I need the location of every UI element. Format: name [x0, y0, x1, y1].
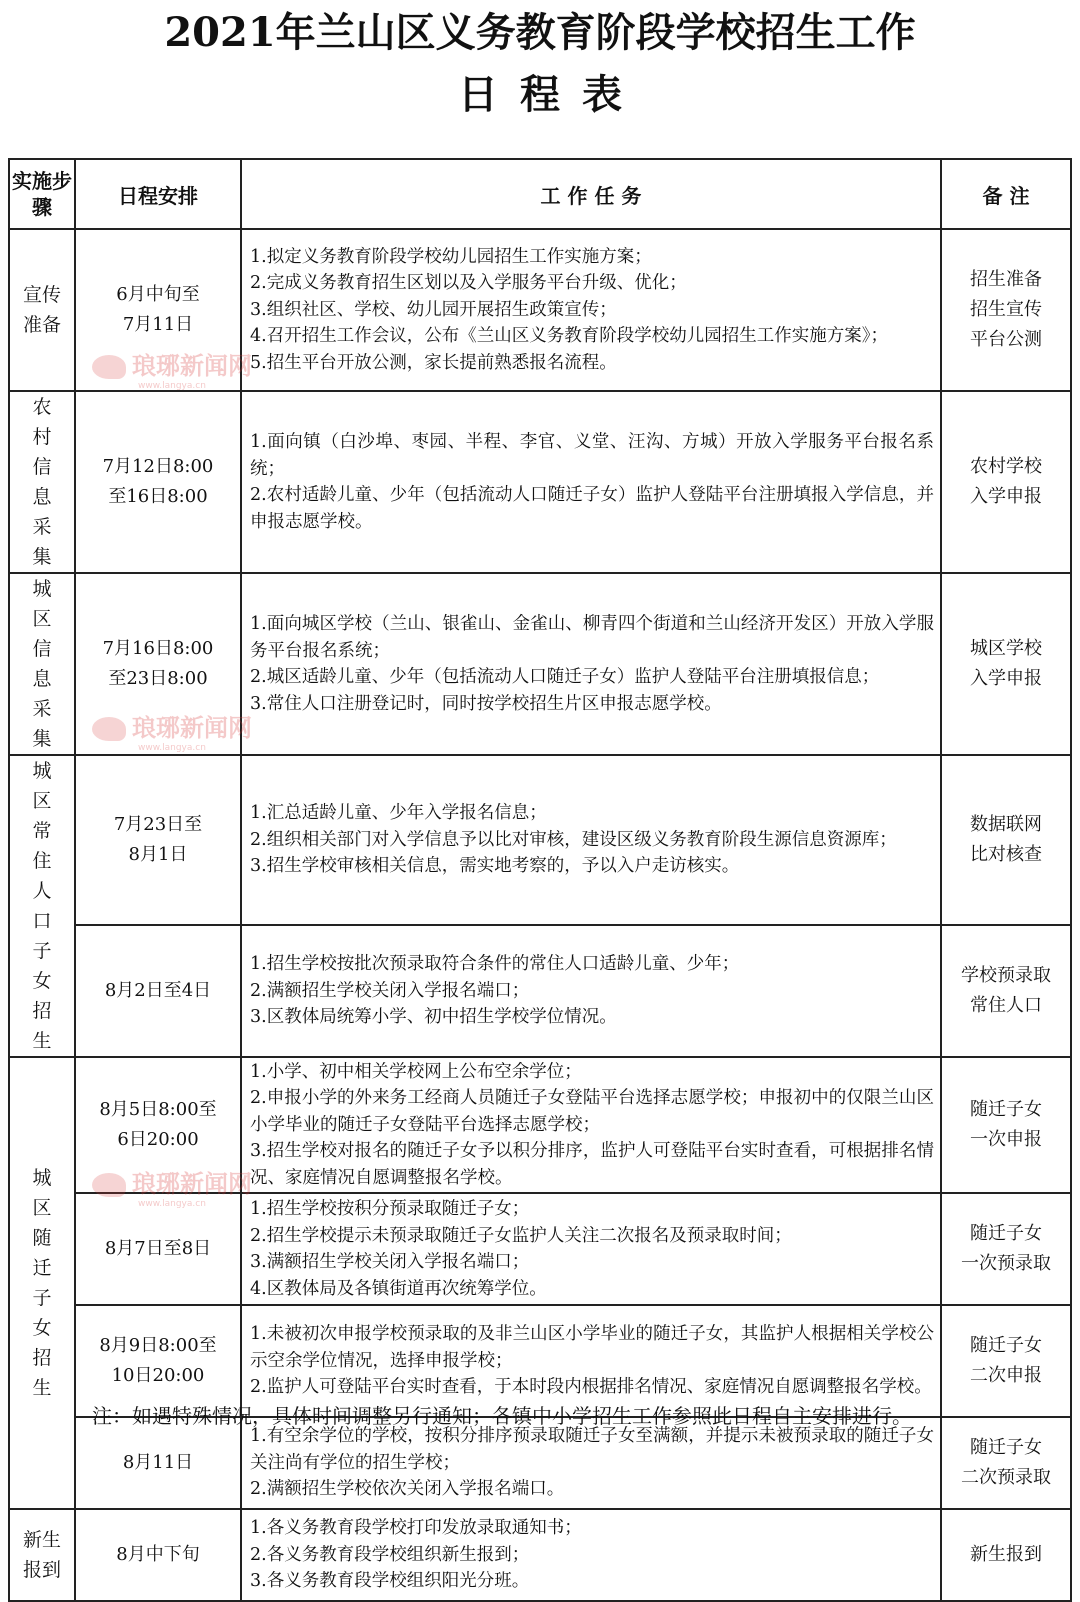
table-header-row — [9, 159, 1071, 229]
stage-label: 农村信息采集 — [32, 396, 52, 568]
table-row — [9, 573, 1071, 755]
date-cell: 8月5日8:00至 6日20:00 — [75, 1057, 241, 1193]
date-cell: 7月16日8:00 至23日8:00 — [75, 573, 241, 755]
stage-label: 城区信息采集 — [32, 578, 52, 750]
task-item: 3.常住人口注册登记时，同时按学校招生片区申报志愿学校。 — [250, 693, 722, 714]
task-cell — [241, 573, 941, 755]
task-cell — [241, 391, 941, 573]
task-item: 3.招生学校对报名的随迁子女予以积分排序，监护人可登陆平台实时查看，可根据排名情况、家庭情况自愿调整报名学校。 — [250, 1141, 934, 1188]
table-row — [9, 925, 1071, 1057]
task-item: 4.区教体局及各镇街道再次统筹学位。 — [250, 1278, 547, 1299]
date-cell: 7月12日8:00 至16日8:00 — [75, 391, 241, 573]
task-cell — [241, 1057, 941, 1193]
task-item: 2.组织相关部门对入学信息予以比对审核，建设区级义务教育阶段生源信息资源库； — [250, 829, 897, 850]
note-cell: 随迁子女 一次申报 — [941, 1057, 1071, 1193]
task-item: 2.监护人可登陆平台实时查看，于本时段内根据排名情况、家庭情况自愿调整报名学校。 — [250, 1377, 932, 1398]
task-cell — [241, 925, 941, 1057]
schedule-table — [8, 158, 1072, 1602]
stage-cell — [9, 755, 75, 1057]
table-row — [9, 391, 1071, 573]
task-cell — [241, 755, 941, 925]
task-item: 5.招生平台开放公测，家长提前熟悉报名流程。 — [250, 352, 617, 373]
stage-label: 宣传准备 — [23, 284, 62, 336]
stage-cell — [9, 229, 75, 391]
task-item: 1.汇总适龄儿童、少年入学报名信息； — [250, 803, 547, 824]
note-cell: 学校预录取 常住人口 — [941, 925, 1071, 1057]
date-cell: 8月9日8:00至 10日20:00 — [75, 1305, 241, 1417]
header-step: 实施步骤 — [9, 159, 75, 229]
task-item: 3.组织社区、学校、幼儿园开展招生政策宣传； — [250, 299, 617, 320]
watermark-name: 琅琊新闻网 — [132, 714, 252, 742]
page-subtitle: 日程表 — [458, 71, 644, 118]
task-item: 3.各义务教育段学校组织阳光分班。 — [250, 1571, 530, 1592]
date-cell: 6月中旬至 7月11日 — [75, 229, 241, 391]
task-item: 1.面向城区学校（兰山、银雀山、金雀山、柳青四个街道和兰山经济开发区）开放入学服务平台报名系统； — [250, 614, 934, 661]
date-cell: 8月7日至8日 — [75, 1193, 241, 1305]
date-cell: 7月23日至 8月1日 — [75, 755, 241, 925]
stage-cell — [9, 391, 75, 573]
task-item: 2.满额招生学校关闭入学报名端口； — [250, 980, 530, 1001]
date-cell: 8月中下旬 — [75, 1509, 241, 1601]
task-item: 1.拟定义务教育阶段学校幼儿园招生工作实施方案； — [250, 246, 652, 267]
task-item: 3.招生学校审核相关信息，需实地考察的，予以入户走访核实。 — [250, 856, 740, 877]
note-cell: 随迁子女 一次预录取 — [941, 1193, 1071, 1305]
table-row — [9, 1509, 1071, 1601]
watermark-name: 琅琊新闻网 — [132, 1170, 252, 1198]
table-row — [9, 229, 1071, 391]
date-cell: 8月2日至4日 — [75, 925, 241, 1057]
task-item: 2.招生学校提示未预录取随迁子女监护人关注二次报名及预录取时间； — [250, 1225, 792, 1246]
stage-label: 新生报到 — [23, 1529, 62, 1581]
note-cell: 数据联网 比对核查 — [941, 755, 1071, 925]
task-item: 2.申报小学的外来务工经商人员随迁子女登陆平台选择志愿学校；申报初中的仅限兰山区小学毕业的随迁子女登陆平台选择志愿学校； — [250, 1088, 934, 1135]
task-item: 1.小学、初中相关学校网上公布空余学位； — [250, 1061, 582, 1082]
stage-cell — [9, 1509, 75, 1601]
note-cell: 随迁子女 二次预录取 — [941, 1417, 1071, 1509]
note-cell: 随迁子女 二次申报 — [941, 1305, 1071, 1417]
task-item: 2.城区适龄儿童、少年（包括流动人口随迁子女）监护人登陆平台注册填报信息； — [250, 667, 880, 687]
table-row — [9, 755, 1071, 925]
header-note: 备 注 — [941, 159, 1071, 229]
note-cell: 农村学校 入学申报 — [941, 391, 1071, 573]
table-row — [9, 1193, 1071, 1305]
task-cell — [241, 1509, 941, 1601]
task-cell — [241, 229, 941, 391]
page-title: 2021年兰山区义务教育阶段学校招生工作 — [164, 9, 916, 56]
date-cell: 8月11日 — [75, 1417, 241, 1509]
task-item: 2.各义务教育段学校组织新生报到； — [250, 1544, 530, 1565]
task-item: 1.未被初次申报学校预录取的及非兰山区小学毕业的随迁子女，其监护人根据相关学校公示空余学位情况，选择申报学校； — [250, 1324, 934, 1371]
task-item: 2.农村适龄儿童、少年（包括流动人口随迁子女）监护人登陆平台注册填报入学信息，并申报志愿学校。 — [250, 485, 934, 532]
task-item: 3.区教体局统筹小学、初中招生学校学位情况。 — [250, 1007, 617, 1028]
task-item: 3.满额招生学校关闭入学报名端口； — [250, 1252, 530, 1272]
task-cell — [241, 1193, 941, 1305]
task-item: 4.召开招生工作会议，公布《兰山区义务教育阶段学校幼儿园招生工作实施方案》； — [250, 326, 888, 347]
stage-label: 城区常住人口子女招生 — [32, 760, 52, 1052]
task-item: 1.面向镇（白沙埠、枣园、半程、李官、义堂、汪沟、方城）开放入学服务平台报名系统； — [250, 432, 934, 479]
task-item: 1.有空余学位的学校，按积分排序预录取随迁子女至满额，并提示未被预录取的随迁子女关注尚有学位的招生学校； — [250, 1426, 934, 1473]
task-item: 1.招生学校按积分预录取随迁子女； — [250, 1199, 530, 1219]
task-item: 2.完成义务教育招生区划以及入学服务平台升级、优化； — [250, 273, 687, 294]
note-cell: 城区学校 入学申报 — [941, 573, 1071, 755]
header-task: 工 作 任 务 — [241, 159, 941, 229]
watermark-name: 琅琊新闻网 — [132, 352, 252, 380]
header-date: 日程安排 — [75, 159, 241, 229]
watermark-url: www.langya.cn — [138, 743, 206, 753]
note-cell: 招生准备 招生宣传 平台公测 — [941, 229, 1071, 391]
task-item: 1.各义务教育段学校打印发放录取通知书； — [250, 1518, 582, 1539]
note-cell: 新生报到 — [941, 1509, 1071, 1601]
footnote: 注：如遇特殊情况，具体时间调整另行通知；各镇中小学招生工作参照此日程自主安排进行。 — [92, 1404, 912, 1428]
stage-label: 城区随迁子女招生 — [32, 1167, 52, 1399]
watermark-url: www.langya.cn — [138, 381, 206, 391]
stage-cell — [9, 1057, 75, 1509]
task-item: 1.招生学校按批次预录取符合条件的常住人口适龄儿童、少年； — [250, 954, 740, 975]
task-item: 2.满额招生学校依次关闭入学报名端口。 — [250, 1479, 565, 1500]
stage-cell — [9, 573, 75, 755]
watermark-url: www.langya.cn — [138, 1199, 206, 1209]
table-row — [9, 1057, 1071, 1193]
